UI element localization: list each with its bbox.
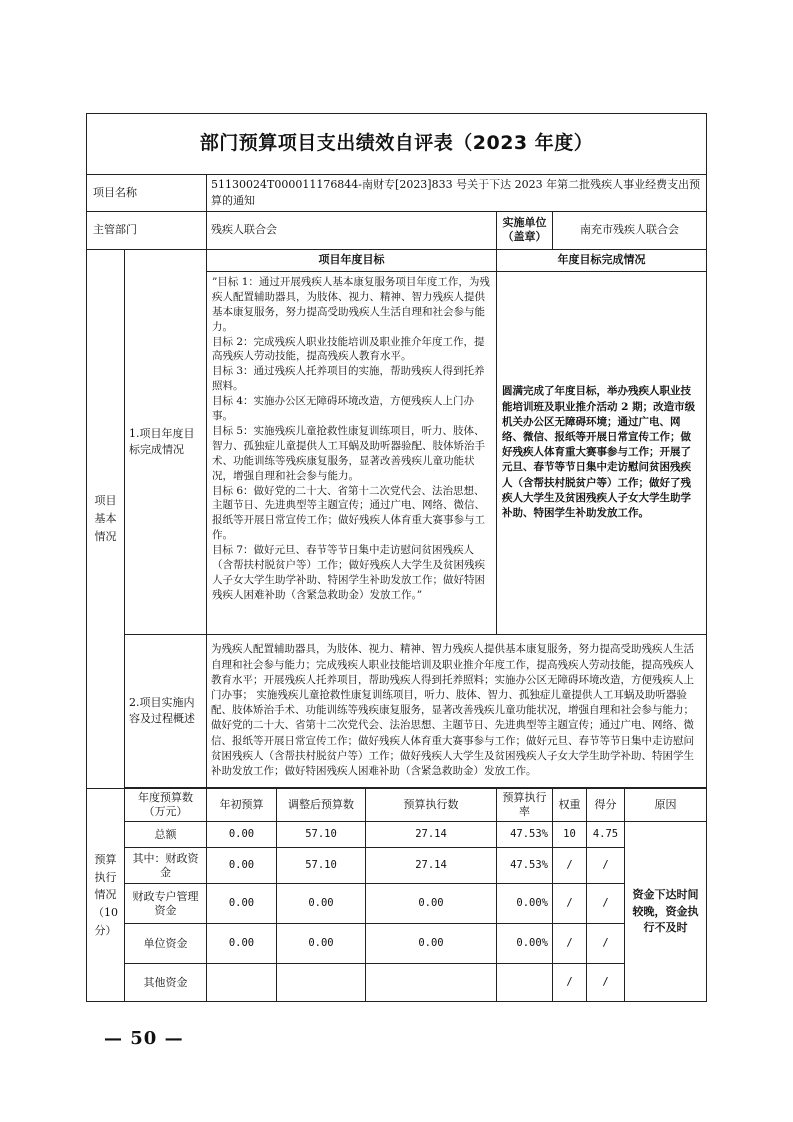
initial-budget: 0.00 <box>207 822 277 848</box>
row-name: 其他资金 <box>125 964 207 1002</box>
budget-header-amount: 年度预算数 （万元） <box>125 788 207 822</box>
executed-budget <box>366 964 497 1002</box>
execution-rate: 47.53% <box>497 848 553 884</box>
initial-budget <box>207 964 277 1002</box>
score: / <box>587 964 625 1002</box>
adjusted-budget: 0.00 <box>277 924 366 964</box>
annual-goals-text: ”目标 1：通过开展残疾人基本康复服务项目年度工作，为残疾人配置辅助器具，为肢体、视力、精神、智力残疾人提供基本康复服务，努力提高受助残疾人生活自理和社会参与能力。 目标 2：完成残疾人职业技能培训及职业推介年度工作，提高残疾人劳动技能，提高残疾人教育水平。 目标 3：通过残疾人托养项目的实施，帮助残疾人得到托养照料。 目标 4：实施办公区无障碍环境改造，方便残疾人上门办事。 目标 5：实施残疾儿童抢救性康复训练项目，听力、肢体、智力、孤独症儿童提供人工耳蜗及助听器验配、肢体矫治手术、功能训练等残疾康复服务，显著改善残疾儿童功能状况，增强自理和社会参与能力。 目标 6：做好党的二十大、省第十二次党代会、法治思想、主题节日、先进典型等主题宣传；通过广电、网络、微信、报纸等开展日常宣传工作；做好残疾人体育重大赛事参与工作。 目标 7：做好元旦、春节等节日集中走访慰问贫困残疾人（含帮扶村脱贫户等）工作；做好残疾人大学生及贫困残疾人子女大学生助学补助、特困学生补助发放工作；做好特困残疾人困难补助（含紧急救助金）发放工作。” <box>207 271 497 634</box>
goals-row-label-cell <box>125 249 207 634</box>
project-name-row <box>87 175 707 212</box>
execution-rate: 0.00% <box>497 884 553 924</box>
evaluation-table <box>86 113 707 1002</box>
adjusted-budget <box>277 964 366 1002</box>
weight: / <box>553 848 587 884</box>
reason-text: 资金下达时间较晚，资金执行不及时 <box>625 822 707 1002</box>
table-row <box>87 884 707 924</box>
goals-header: 项目年度目标 <box>207 249 497 271</box>
score: / <box>587 848 625 884</box>
table-row <box>87 848 707 884</box>
dept-value: 残疾人联合会 <box>207 211 497 249</box>
implementation-text: 为残疾人配置辅助器具，为肢体、视力、精神、智力残疾人提供基本康复服务，努力提高受助残疾人生活自理和社会参与能力；完成残疾人职业技能培训及职业推介年度工作，提高残疾人劳动技能，提高残疾人教育水平；开展残疾人托养项目，帮助残疾人得到托养照料；实施办公区无障碍环境改造，方便残疾人上门办事； 实施残疾儿童抢救性康复训练项目，听力、肢体、智力、孤独症儿童提供人工耳蜗及助听器验配、肢体矫治手术、功能训练等残疾康复服务，显著改善残疾儿童功能状况，增强自理和社会参与能力；做好党的二十大、省第十二次党代会、法治思想、主题节日、先进典型等主题宣传；通过广电、网络、微信、报纸等开展日常宣传工作；做好残疾人体育重大赛事参与工作；做好元旦、春节等节日集中走访慰问贫困残疾人（含帮扶村脱贫户等）工作；做好残疾人大学生及贫困残疾人子女大学生助学补助、特困学生补助发放工作；做好特困残疾人困难补助（含紧急救助金）发放工作。 <box>207 634 707 787</box>
project-name-value: 51130024T000011176844-南财专[2023]833 号关于下达 2023 年第二批残疾人事业经费支出预算的通知 <box>207 175 707 212</box>
implementation-row <box>87 634 707 787</box>
weight: 10 <box>553 822 587 848</box>
table-row <box>87 964 707 1002</box>
execution-rate: 47.53% <box>497 822 553 848</box>
score: / <box>587 884 625 924</box>
implementation-label: 2.项目实施内容及过程概述 <box>125 634 207 787</box>
completion-header: 年度目标完成情况 <box>497 249 707 271</box>
project-name-label: 项目名称 <box>87 175 207 212</box>
executed-budget: 27.14 <box>366 848 497 884</box>
department-row <box>87 211 707 249</box>
performance-evaluation-sheet <box>86 113 706 1002</box>
weight: / <box>553 884 587 924</box>
adjusted-budget: 0.00 <box>277 884 366 924</box>
budget-execution-label: 预算 执行 情况 （10 分） <box>87 788 125 1002</box>
budget-header-row <box>87 788 707 822</box>
initial-budget: 0.00 <box>207 924 277 964</box>
goal-completion-text: 圆满完成了年度目标，举办残疾人职业技能培训班及职业推介活动 2 期；改造市级机关办公区无障碍环境；通过广电、网络、微信、报纸等开展日常宣传工作；做好残疾人体育重大赛事参与工作；开展了元旦、春节等节日集中走访慰问贫困残疾人（含帮扶村脱贫户等）工作；做好了残疾人大学生及贫困残疾人子女大学生助学补助、特困学生补助发放工作。 <box>497 271 707 634</box>
budget-header-adjusted: 调整后预算数 <box>277 788 366 822</box>
row-name: 其中：财政资金 <box>125 848 207 884</box>
weight: / <box>553 924 587 964</box>
page-number: — 50 — <box>104 1028 184 1049</box>
row-name: 财政专户管理资金 <box>125 884 207 924</box>
adjusted-budget: 57.10 <box>277 822 366 848</box>
executed-budget: 0.00 <box>366 884 497 924</box>
weight: / <box>553 964 587 1002</box>
title-row <box>87 114 707 175</box>
table-row <box>87 924 707 964</box>
budget-header-weight: 权重 <box>553 788 587 822</box>
row-name: 单位资金 <box>125 924 207 964</box>
execution-rate <box>497 964 553 1002</box>
initial-budget: 0.00 <box>207 884 277 924</box>
row-name: 总额 <box>125 822 207 848</box>
initial-budget: 0.00 <box>207 848 277 884</box>
budget-header-score: 得分 <box>587 788 625 822</box>
budget-header-initial: 年初预算 <box>207 788 277 822</box>
executed-budget: 27.14 <box>366 822 497 848</box>
adjusted-budget: 57.10 <box>277 848 366 884</box>
budget-header-executed: 预算执行数 <box>366 788 497 822</box>
dept-label: 主管部门 <box>87 211 207 249</box>
page-title: 部门预算项目支出绩效自评表（2023 年度） <box>87 114 707 175</box>
table-row <box>87 822 707 848</box>
budget-header-rate: 预算执行 率 <box>497 788 553 822</box>
execution-rate: 0.00% <box>497 924 553 964</box>
goal-completion-label: 1.项目年度目标完成情况 <box>129 426 195 456</box>
score: / <box>587 924 625 964</box>
executed-budget: 0.00 <box>366 924 497 964</box>
budget-header-reason: 原因 <box>625 788 707 822</box>
score: 4.75 <box>587 822 625 848</box>
basic-info-label: 项目 基本 情况 <box>87 249 125 788</box>
impl-unit-label: 实施单位 （盖章） <box>497 211 553 249</box>
impl-unit-value: 南充市残疾人联合会 <box>553 211 707 249</box>
goals-header-row <box>87 249 707 271</box>
